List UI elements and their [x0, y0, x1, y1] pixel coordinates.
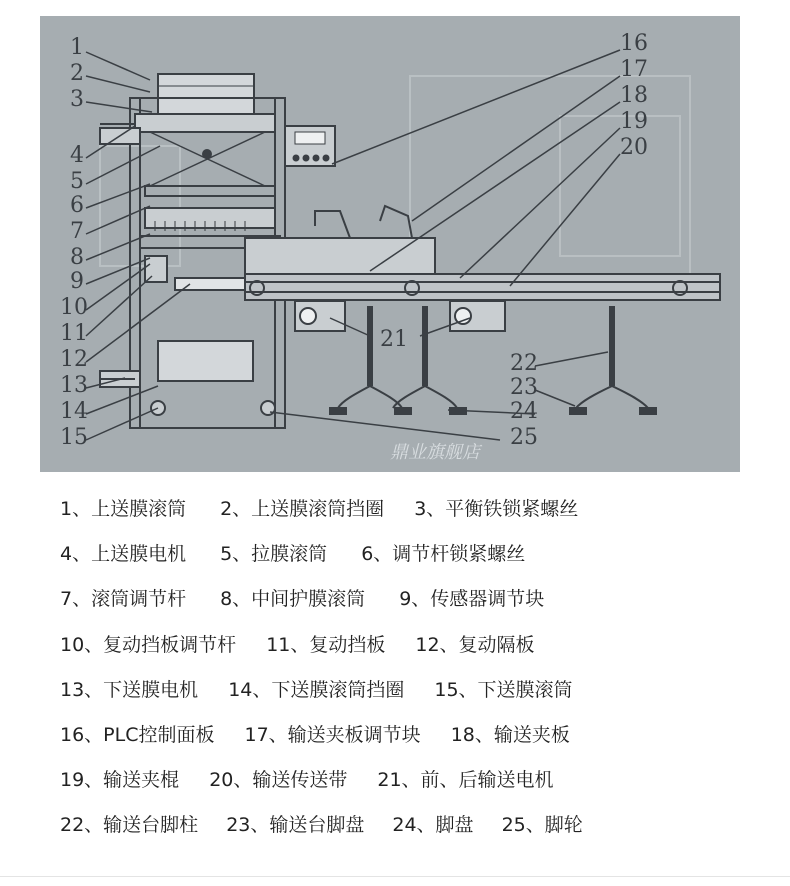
legend-item: 8、中间护膜滚筒 [220, 587, 366, 610]
callout-14: 14 [60, 399, 88, 424]
callout-24: 24 [510, 399, 538, 424]
legend-item: 7、滚筒调节杆 [60, 587, 187, 610]
callout-13: 13 [60, 373, 88, 398]
legend-row [60, 761, 554, 795]
legend-item: 9、传感器调节块 [399, 587, 545, 610]
callout-10: 10 [60, 295, 88, 320]
legend-item: 22、输送台脚柱 [60, 813, 199, 836]
legend-item: 15、下送膜滚筒 [434, 678, 573, 701]
conveyor-belt [245, 274, 720, 300]
legend-item: 16、PLC控制面板 [60, 723, 215, 746]
callout-9: 9 [70, 269, 84, 294]
callout-15: 15 [60, 425, 88, 450]
bottom-divider [0, 876, 790, 877]
callout-5: 5 [70, 169, 84, 194]
watermark: 鼎业旗舰店 [390, 442, 480, 463]
legend-item: 13、下送膜电机 [60, 678, 199, 701]
callout-21: 21 [380, 327, 408, 352]
legend-item: 3、平衡铁锁紧螺丝 [414, 497, 579, 520]
legend-row [60, 490, 578, 524]
legend-item: 21、前、后输送电机 [377, 768, 554, 791]
callout-18: 18 [620, 83, 648, 108]
legend-item: 2、上送膜滚筒挡圈 [220, 497, 385, 520]
legend-item: 6、调节杆锁紧螺丝 [361, 542, 526, 565]
callout-3: 3 [70, 87, 84, 112]
legend-item: 1、上送膜滚筒 [60, 497, 187, 520]
legend-item: 24、脚盘 [392, 813, 474, 836]
callout-23: 23 [510, 375, 538, 400]
legend-item: 14、下送膜滚筒挡圈 [228, 678, 405, 701]
callout-2: 2 [70, 61, 84, 86]
callout-4: 4 [70, 143, 84, 168]
callout-25: 25 [510, 425, 538, 450]
callout-19: 19 [620, 109, 648, 134]
legend-item: 18、输送夹板 [450, 723, 570, 746]
callout-20: 20 [620, 135, 648, 160]
legend-item: 10、复动挡板调节杆 [60, 633, 237, 656]
legend-item: 20、输送传送带 [209, 768, 348, 791]
callout-17: 17 [620, 57, 648, 82]
legend-row [60, 671, 573, 705]
legend-row [60, 716, 570, 750]
legend-row [60, 535, 525, 569]
legend-item: 12、复动隔板 [415, 633, 535, 656]
callout-6: 6 [70, 193, 84, 218]
legend-item: 19、输送夹棍 [60, 768, 180, 791]
lower-film-roller [158, 341, 253, 381]
callout-7: 7 [70, 219, 84, 244]
legend-item: 17、输送夹板调节块 [244, 723, 421, 746]
callout-11: 11 [60, 321, 88, 346]
legend-row [60, 580, 544, 614]
machine-schematic [40, 16, 740, 472]
legend-item: 4、上送膜电机 [60, 542, 187, 565]
callout-16: 16 [620, 31, 648, 56]
legend-item: 11、复动挡板 [266, 633, 386, 656]
legend-item: 25、脚轮 [501, 813, 583, 836]
callout-8: 8 [70, 245, 84, 270]
legend-row [60, 626, 535, 660]
callout-22: 22 [510, 351, 538, 376]
callout-1: 1 [70, 35, 84, 60]
callout-12: 12 [60, 347, 88, 372]
legend-row [60, 806, 583, 840]
conveyor-box [245, 238, 435, 274]
legend-item: 5、拉膜滚筒 [220, 542, 328, 565]
upper-film-roller [158, 74, 254, 114]
parts-legend [0, 480, 790, 860]
legend-item: 23、输送台脚盘 [226, 813, 365, 836]
